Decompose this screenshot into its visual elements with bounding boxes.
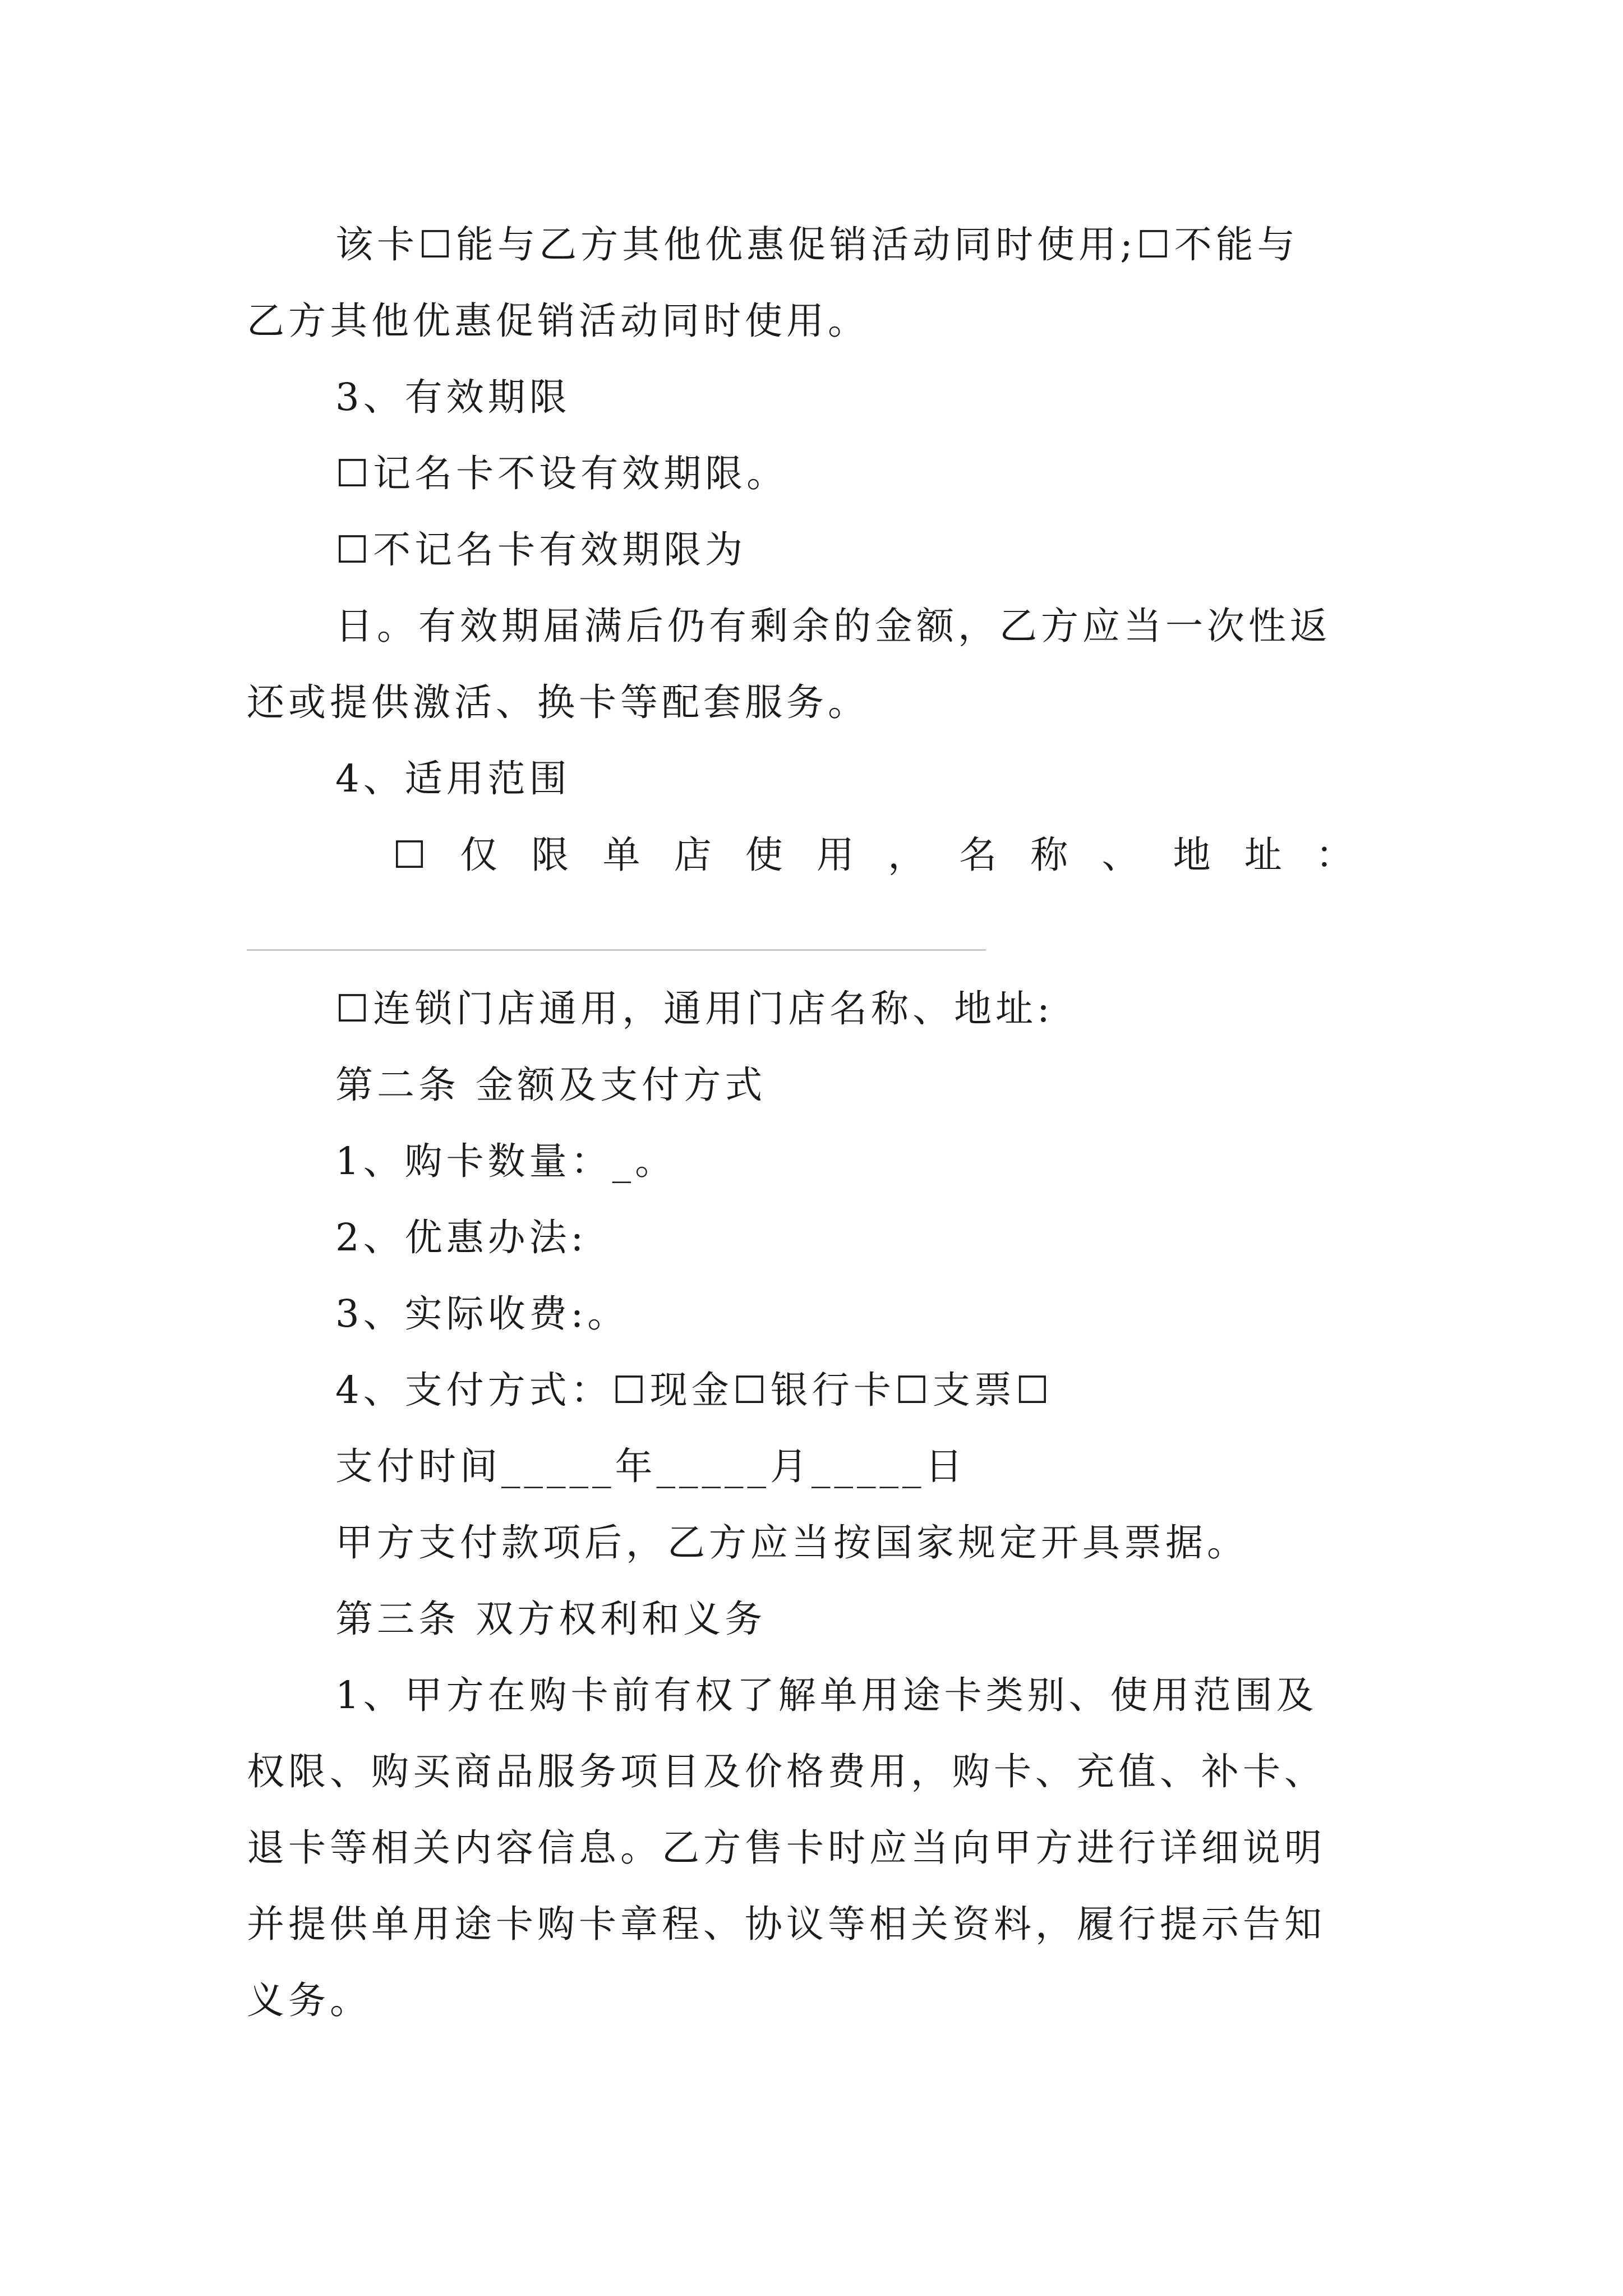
char: ， — [888, 833, 930, 877]
text-line: 退卡等相关内容信息。乙方售卡时应当向甲方进行详细说明 — [247, 1826, 1326, 1870]
text-line: 义务。 — [247, 1978, 371, 2022]
text-line: 4、适用范围 — [335, 757, 571, 800]
text-line: ☐记名卡不设有效期限。 — [335, 452, 789, 495]
text-line: 权限、购买商品服务项目及价格费用，购卡、充值、补卡、 — [247, 1750, 1326, 1793]
char: 店 — [674, 833, 716, 877]
char: 仅 — [460, 833, 502, 877]
text-line: 2、优惠办法: — [335, 1216, 588, 1259]
text-line: 乙方其他优惠促销活动同时使用。 — [247, 299, 869, 343]
spread-text-line — [393, 827, 1357, 883]
char: ☐ — [393, 833, 431, 877]
text-line: 4、支付方式：☐现金☐银行卡☐支票☐ — [335, 1368, 1053, 1412]
char: 限 — [531, 833, 573, 877]
char: 用 — [816, 833, 858, 877]
char: 名 — [959, 833, 1001, 877]
text-line: 3、实际收费:。 — [335, 1292, 629, 1336]
section-heading: 第三条 双方权利和义务 — [335, 1597, 767, 1641]
char: 称 — [1030, 833, 1072, 877]
text-line: 3、有效期限 — [335, 375, 571, 419]
text-line: 1、甲方在购卡前有权了解单用途卡类别、使用范围及 — [335, 1673, 1318, 1717]
text-line: 支付时间_____年_____月_____日 — [335, 1444, 967, 1488]
char: 使 — [745, 833, 787, 877]
text-line: 日。有效期届满后仍有剩余的金额，乙方应当一次性返 — [335, 604, 1331, 648]
text-line: 还或提供激活、换卡等配套服务。 — [247, 680, 869, 724]
char: ： — [1315, 833, 1357, 877]
char: 址 — [1244, 833, 1286, 877]
char: 、 — [1101, 833, 1144, 877]
text-line: 并提供单用途卡购卡章程、协议等相关资料，履行提示告知 — [247, 1902, 1326, 1946]
text-line: 该卡☐能与乙方其他优惠促销活动同时使用;☐不能与 — [335, 223, 1299, 266]
text-line: ☐不记名卡有效期限为 — [335, 528, 747, 572]
text-line: ☐连锁门店通用，通用门店名称、地址: — [335, 987, 1054, 1030]
blank-underline — [247, 949, 986, 951]
text-line: 甲方支付款项后，乙方应当按国家规定开具票据。 — [335, 1521, 1248, 1565]
char: 地 — [1173, 833, 1215, 877]
text-line: 1、购卡数量：_。 — [335, 1139, 677, 1183]
char: 单 — [602, 833, 644, 877]
section-heading: 第二条 金额及支付方式 — [335, 1063, 767, 1107]
